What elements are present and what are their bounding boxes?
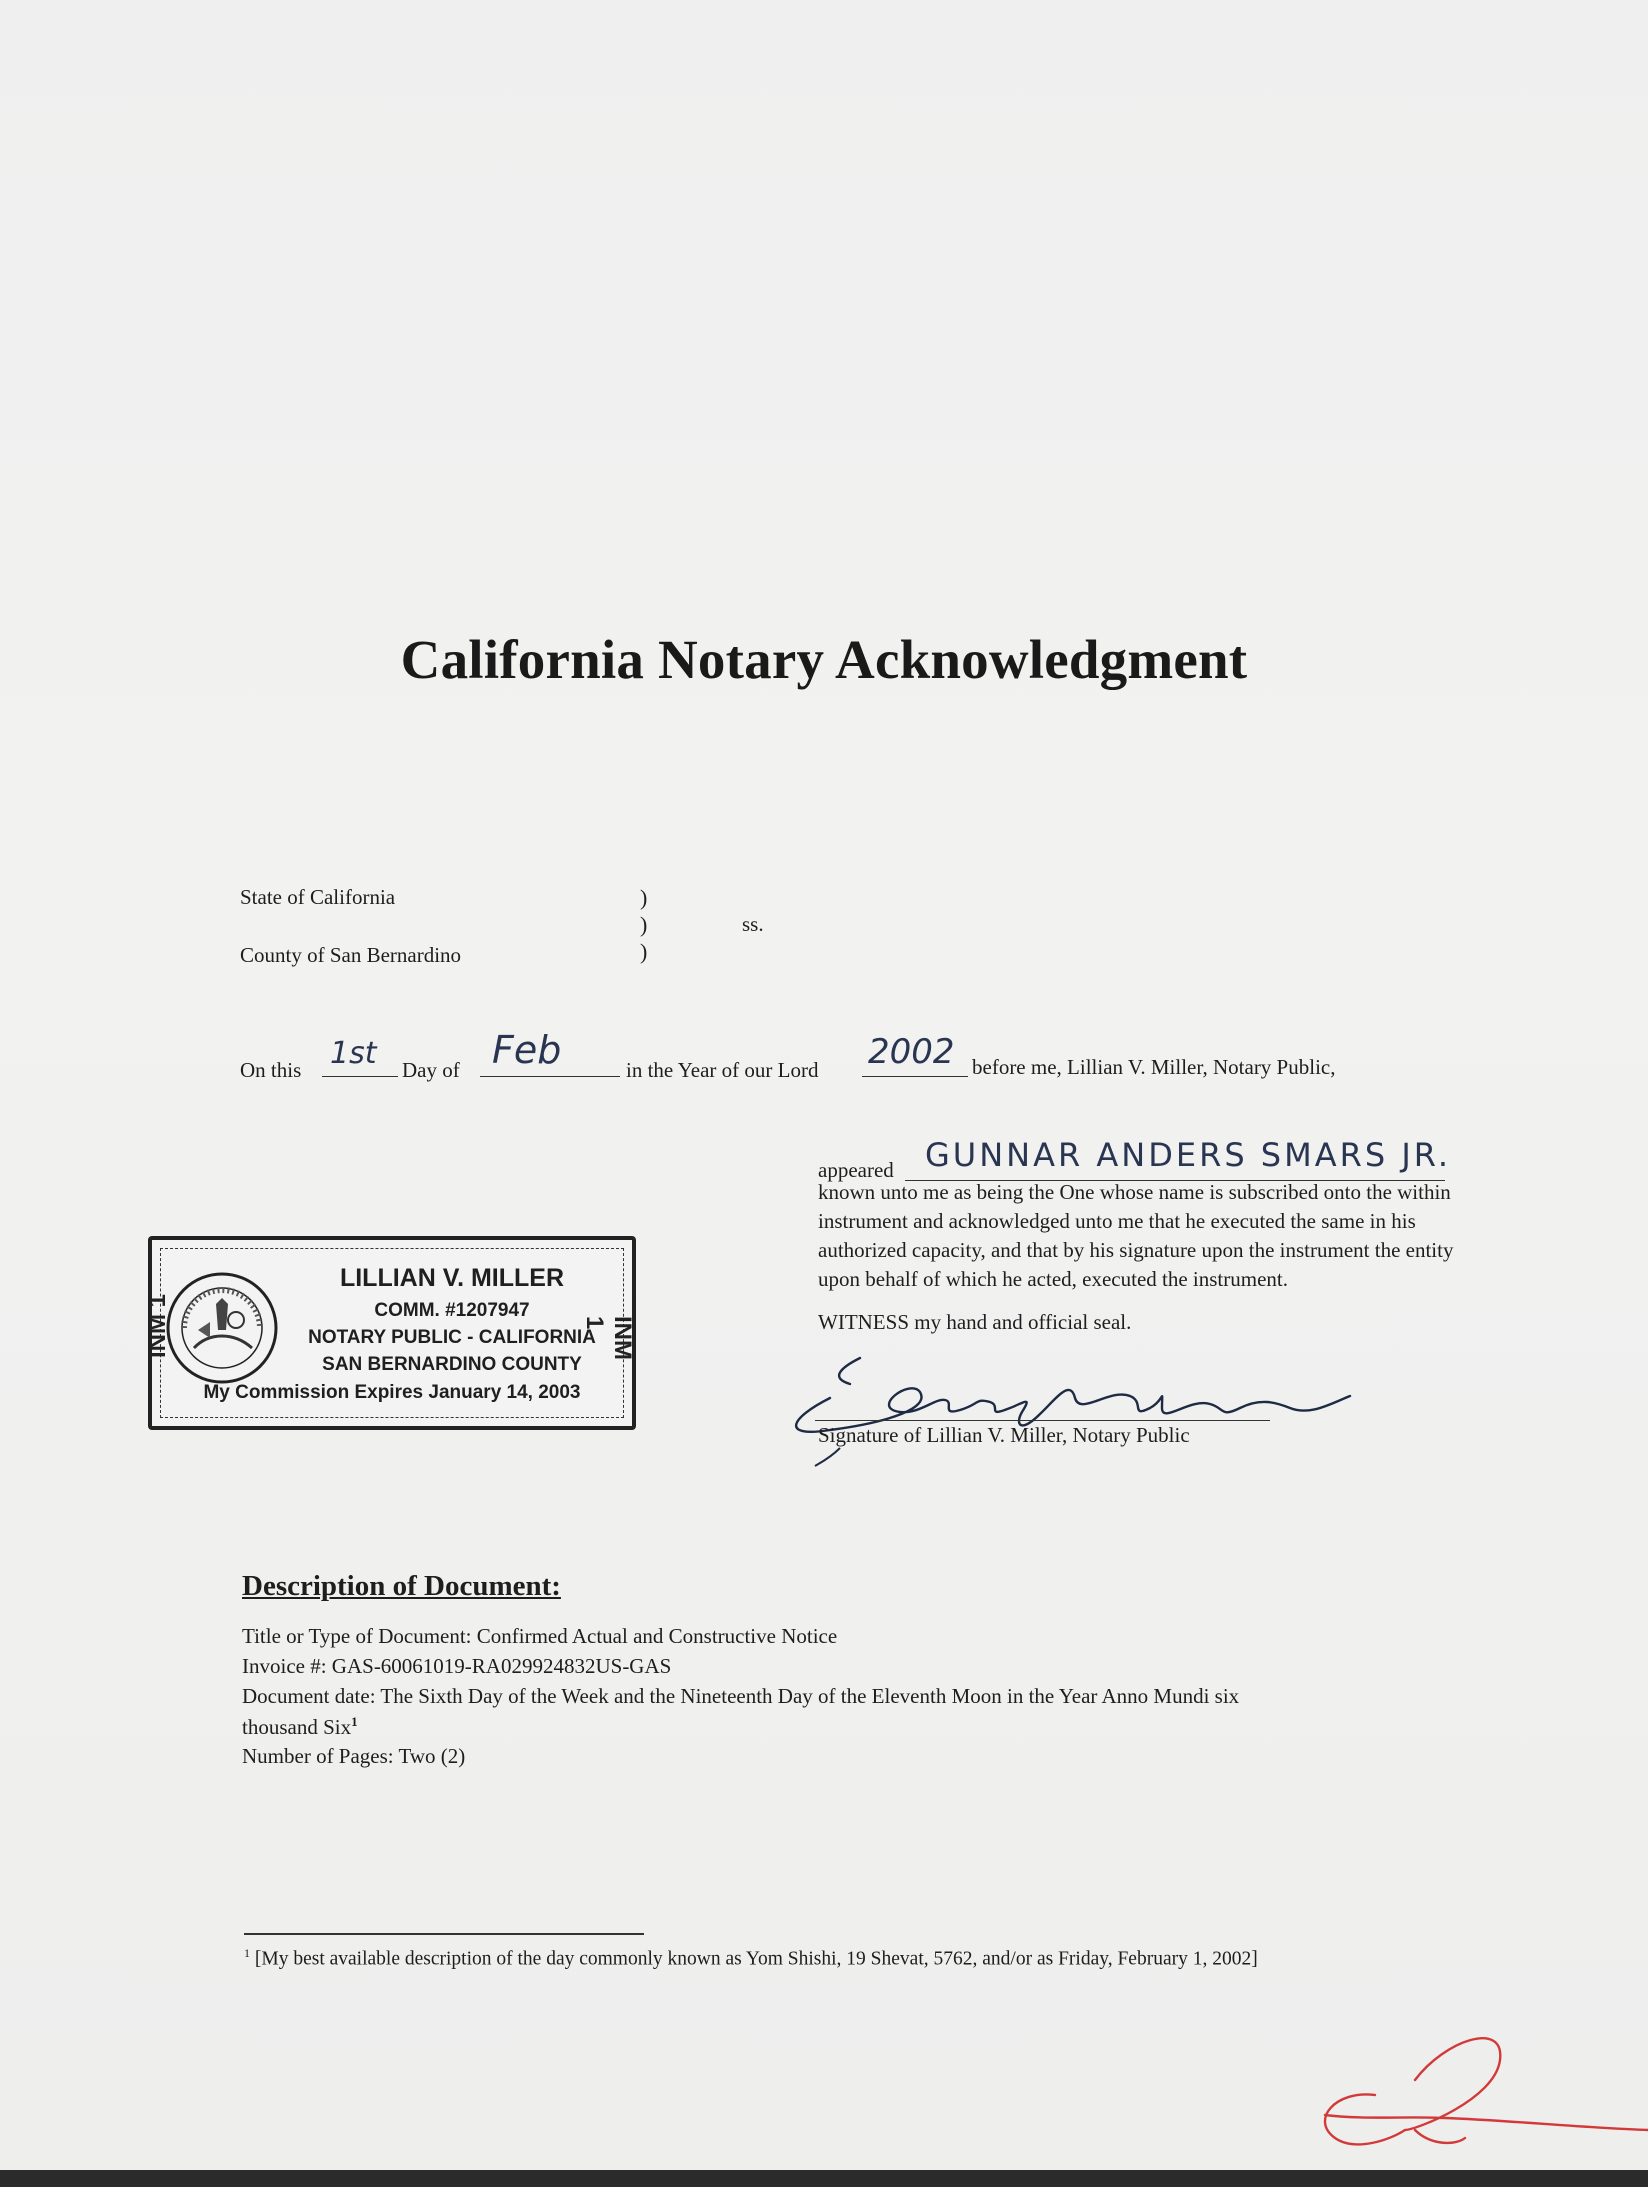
appeared-name-field (905, 1128, 1452, 1181)
stamp-commission: COMM. #1207947 (374, 1300, 530, 1321)
signature-caption: Signature of Lillian V. Miller, Notary Public (818, 1423, 1190, 1447)
footnote-text: [My best available description of the day commonly known as Yom Shishi, 19 Shevat, 5762, and/or as Friday, February 1, 2002] (250, 1948, 1258, 1970)
stamp-title: NOTARY PUBLIC - CALIFORNIA (308, 1327, 596, 1348)
footnote-ref: 1 (351, 1714, 358, 1729)
doc-date-line-cont (242, 1714, 358, 1740)
notary-signature (770, 1338, 1370, 1468)
on-this-label: On this (240, 1058, 302, 1082)
pages-line: Number of Pages: Two (2) (242, 1744, 466, 1768)
county-line: County of San Bernardino (240, 943, 462, 967)
month-handwritten: Feb (492, 1028, 562, 1072)
year-field (862, 1032, 968, 1077)
venue-paren-1: ) (640, 885, 648, 910)
acknowledgment-body: known unto me as being the One whose name is subscribed onto the within instrument and acknowledged unto me that he executed the same in his authorized capacity, and that by his signature upon the instrument the entity upon behalf of which he acted, executed the instrument. (818, 1180, 1454, 1291)
venue-paren-2: ) (640, 912, 648, 937)
day-handwritten: 1st (330, 1036, 377, 1071)
stamp-name: LILLIAN V. MILLER (339, 1264, 565, 1292)
day-field (322, 1030, 398, 1077)
stamp-expires: My Commission Expires January 14, 2003 (203, 1382, 581, 1403)
appeared-name-handwritten: GUNNAR ANDERS SMARS JR. (925, 1136, 1452, 1174)
scan-bottom-edge (0, 2170, 1648, 2187)
footnote-marker: 1 (244, 1946, 250, 1960)
doc-date-cont-text: thousand Six (242, 1715, 352, 1739)
invoice-line: Invoice #: GAS-60061019-RA029924832US-GAS (242, 1654, 672, 1678)
state-seal-icon (164, 1270, 280, 1386)
stamp-side-mark-right: INM 1 (581, 1316, 636, 1360)
doc-date-line: Document date: The Sixth Day of the Week and the Nineteenth Day of the Eleventh Moon in the Year Anno Mundi six (242, 1684, 1240, 1708)
red-initials-mark (1215, 2020, 1648, 2170)
year-intro-label: in the Year of our Lord (626, 1058, 819, 1082)
footnote-divider (244, 1933, 644, 1935)
before-me-label: before me, Lillian V. Miller, Notary Public, (972, 1055, 1336, 1079)
year-handwritten: 2002 (868, 1032, 955, 1072)
month-field (480, 1022, 620, 1077)
notary-stamp (144, 1236, 636, 1430)
state-line: State of California (240, 885, 396, 909)
venue-paren-3: ) (640, 939, 648, 964)
ss-label: ss. (742, 912, 764, 936)
doc-title-line: Title or Type of Document: Confirmed Actual and Constructive Notice (242, 1624, 838, 1648)
document-title: California Notary Acknowledgment (400, 629, 1248, 690)
appeared-label: appeared (818, 1158, 894, 1182)
stamp-side-mark-left: INM 1 (144, 1293, 172, 1359)
day-of-label: Day of (402, 1058, 460, 1082)
stamp-county: SAN BERNARDINO COUNTY (322, 1354, 582, 1375)
witness-line: WITNESS my hand and official seal. (818, 1310, 1132, 1334)
footnote (244, 1946, 1258, 1971)
description-heading: Description of Document: (242, 1570, 561, 1602)
signature-line (815, 1420, 1270, 1421)
